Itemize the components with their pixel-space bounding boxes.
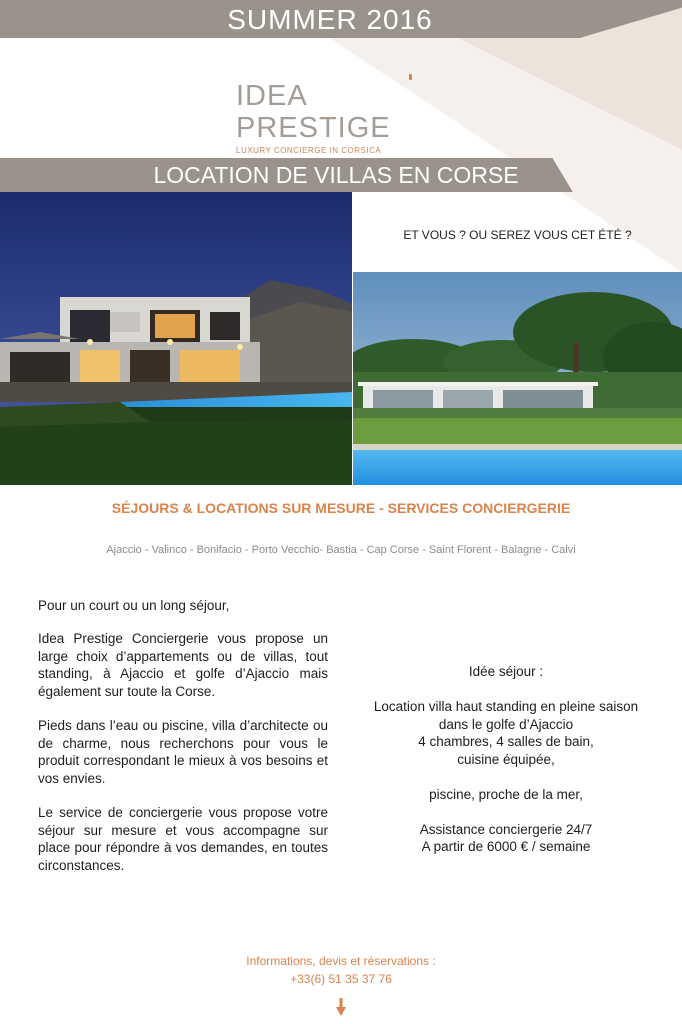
tagline-question: ET VOUS ? OU SEREZ VOUS CET ÉTÉ ? bbox=[403, 228, 632, 242]
header-title: SUMMER 2016 bbox=[227, 4, 433, 35]
brand-logo bbox=[236, 80, 446, 155]
villa-day-photo bbox=[353, 272, 682, 485]
paragraph-search: Pieds dans l’eau ou piscine, villa d’architecte ou de charme, nous recherchons pour vous le produit correspondant le mieux à vos besoins et vos envies. bbox=[38, 718, 328, 786]
cities-list: Ajaccio - Valinco - Bonifacio - Porto Vecchio- Bastia - Cap Corse - Saint Florent - Balagne - Calvi bbox=[106, 544, 576, 556]
services-subtitle: SÉJOURS & LOCATIONS SUR MESURE - SERVICES CONCIERGERIE bbox=[111, 500, 571, 516]
contact-phone[interactable]: +33(6) 51 35 37 76 bbox=[290, 972, 392, 986]
intro-text: Pour un court ou un long séjour, bbox=[38, 598, 230, 613]
paragraph-offer: Idea Prestige Conciergerie vous propose un large choix d’appartements ou de villas, tout standing, à Ajaccio et golfe d’Ajaccio mais également sur toute la Corse. bbox=[38, 631, 328, 699]
contact-block bbox=[0, 952, 682, 988]
contact-label: Informations, devis et réservations : bbox=[246, 954, 436, 968]
stay-idea-line: piscine, proche de la mer, bbox=[429, 786, 583, 802]
stay-idea-line: Assistance conciergerie 24/7 bbox=[419, 821, 593, 837]
logo-name: IDEA PRESTIGE bbox=[236, 80, 391, 144]
stay-idea-heading: Idée séjour : bbox=[468, 664, 544, 679]
logo-tagline: LUXURY CONCIERGE IN CORSICA bbox=[236, 146, 382, 155]
stay-idea-line: Location villa haut standing en pleine saison bbox=[373, 699, 639, 714]
banner-title: LOCATION DE VILLAS EN CORSE bbox=[153, 162, 519, 188]
location-pin-icon bbox=[336, 998, 346, 1016]
stay-idea-line: dans le golfe d’Ajaccio bbox=[438, 716, 574, 732]
stay-idea bbox=[360, 663, 652, 856]
stay-idea-line: 4 chambres, 4 salles de bain, bbox=[418, 734, 594, 749]
stay-idea-line: cuisine équipée, bbox=[457, 751, 555, 767]
stay-idea-price: A partir de 6000 € / semaine bbox=[421, 839, 591, 854]
logo-accent-mark bbox=[409, 74, 412, 80]
villa-night-photo bbox=[0, 192, 352, 485]
paragraph-concierge: Le service de conciergerie vous propose votre séjour sur mesure et vous accompagne sur place pour répondre à vos demandes, en toutes circonstances. bbox=[38, 805, 328, 873]
